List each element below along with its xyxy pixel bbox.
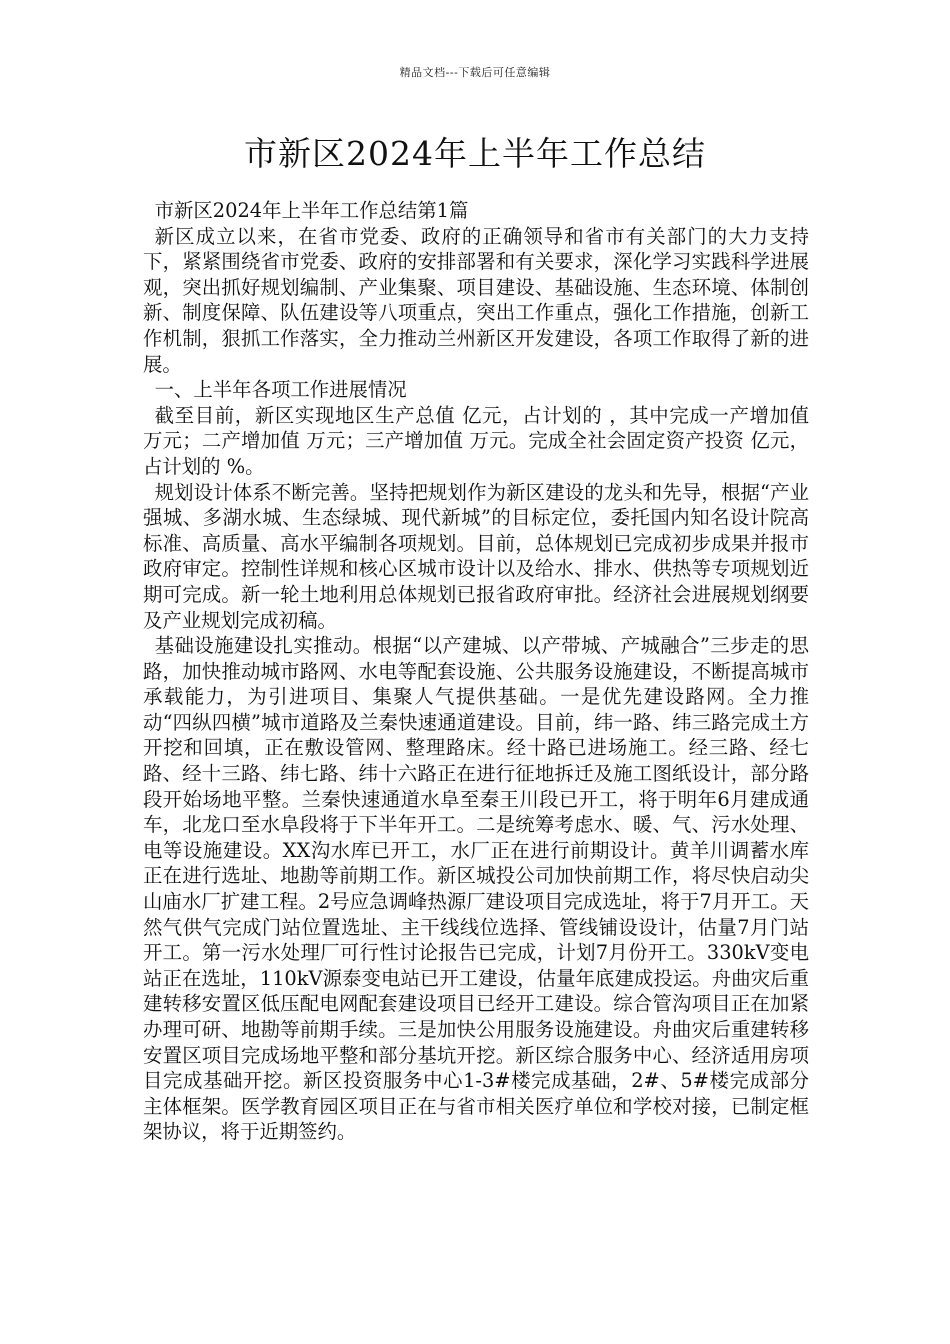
section-heading: 一、上半年各项工作进展情况 bbox=[154, 378, 407, 402]
subtitle: 市新区2024年上半年工作总结第1篇 bbox=[154, 199, 469, 222]
header-note: 精品文档---下载后可任意编辑 bbox=[399, 66, 551, 79]
page-title: 市新区2024年上半年工作总结 bbox=[244, 134, 706, 173]
document-body bbox=[143, 198, 809, 1145]
paragraph-infrastructure: 基础设施建设扎实推动。根据“以产建城、以产带城、产城融合”三步走的思路，加快推动城市路网、水电等配套设施、公共服务设施建设，不断提高城市承载能力，为引进项目、集聚人气提供基础。一是优先建设路网。全力推动“四纵四横”城市道路及兰秦快速通道建设。目前，纬一路、纬三路完成土方开挖和回填，正在敷设管网、整理路床。经十路已进场施工。经三路、经七路、经十三路、纬七路、纬十六路正在进行征地拆迁及施工图纸设计，部分路段开始场地平整。兰秦快速通道水阜至秦王川段已开工，将于明年6月建成通车，北龙口至水阜段将于下半年开工。二是统筹考虑水、暖、气、污水处理、电等设施建设。XX沟水库已开工，水厂正在进行前期设计。黄羊川调蓄水库正在进行选址、地勘等前期工作。新区城投公司加快前期工作，将尽快启动尖山庙水厂扩建工程。2号应急调峰热源厂建设项目完成选址，将于7月开工。天然气供气完成门站位置选址、主干线线位选择、管线铺设设计，估量7月门站开工。第一污水处理厂可行性讨论报告已完成，计划7月份开工。330kV变电站正在选址，110kV源泰变电站已开工建设，估量年底建成投运。舟曲灾后重建转移安置区低压配电网配套建设项目已经开工建设。综合管沟项目正在加紧办理可研、地勘等前期手续。三是加快公用服务设施建设。舟曲灾后重建转移安置区项目完成场地平整和部分基坑开挖。新区综合服务中心、经济适用房项目完成基础开挖。新区投资服务中心1-3#楼完成基础，2#、5#楼完成部分主体框架。医学教育园区项目正在与省市相关医疗单位和学校对接，已制定框架协议，将于近期签约。 bbox=[143, 634, 809, 1144]
paragraph-progress: 截至目前，新区实现地区生产总值 亿元，占计划的 ，其中完成一产增加值 万元；二产增加值 万元；三产增加值 万元。完成全社会固定资产投资 亿元，占计划的 %。 bbox=[143, 403, 809, 478]
paragraph-intro: 新区成立以来，在省市党委、政府的正确领导和省市有关部门的大力支持下，紧紧围绕省市党委、政府的安排部署和有关要求，深化学习实践科学进展观，突出抓好规划编制、产业集聚、项目建设、基础设施、生态环境、体制创新、制度保障、队伍建设等八项重点，突出工作重点，强化工作措施，创新工作机制，狠抓工作落实，全力推动兰州新区开发建设，各项工作取得了新的进展。 bbox=[143, 224, 809, 376]
paragraph-planning: 规划设计体系不断完善。坚持把规划作为新区建设的龙头和先导，根据“产业强城、多湖水城、生态绿城、现代新城”的目标定位，委托国内知名设计院高标准、高质量、高水平编制各项规划。目前，总体规划已完成初步成果并报市政府审定。控制性详规和核心区城市设计以及给水、排水、供热等专项规划近期可完成。新一轮土地利用总体规划已报省政府审批。经济社会进展规划纲要及产业规划完成初稿。 bbox=[143, 480, 809, 632]
